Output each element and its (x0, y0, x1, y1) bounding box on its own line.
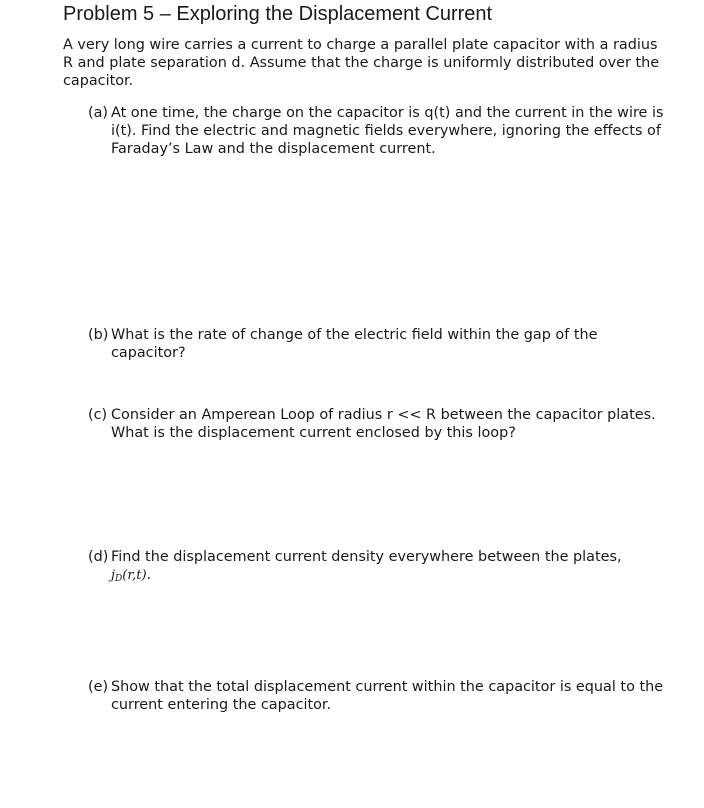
part-letter: (c) (88, 407, 108, 423)
problem-intro (63, 36, 689, 90)
problem-title: Problem 5 – Exploring the Displacement Current (63, 3, 493, 25)
part-body (111, 548, 688, 588)
intro-line: R and plate separation d. Assume that the charge is uniformly distributed over the (63, 55, 660, 71)
part-letter: (a) (88, 105, 109, 121)
part-line: capacitor? (111, 345, 186, 361)
part-c (88, 406, 688, 442)
math-args: (r,t) (122, 568, 147, 583)
part-line: current entering the capacitor. (111, 697, 332, 713)
part-line: What is the displacement current enclosed by this loop? (111, 425, 516, 441)
part-line: Find the displacement current density everywhere between the plates, (111, 549, 622, 565)
math-symbol: j (111, 568, 116, 583)
part-line: i(t). Find the electric and magnetic fields everywhere, ignoring the effects of (111, 123, 661, 139)
part-body (111, 406, 688, 442)
part-a (88, 104, 688, 158)
part-letter: (d) (88, 549, 109, 565)
part-body (111, 678, 688, 714)
part-d (88, 548, 688, 588)
math-expression (111, 566, 688, 588)
part-line: What is the rate of change of the electric field within the gap of the (111, 327, 598, 343)
part-letter: (e) (88, 679, 109, 695)
part-line: Consider an Amperean Loop of radius r << R between the capacitor plates. (111, 407, 656, 423)
part-line: Faraday’s Law and the displacement current. (111, 141, 436, 157)
part-e (88, 678, 688, 714)
intro-line: A very long wire carries a current to charge a parallel plate capacitor with a radius (63, 37, 658, 53)
math-trailing: . (146, 567, 152, 583)
part-line: Show that the total displacement current within the capacitor is equal to the (111, 679, 664, 695)
part-body (111, 326, 688, 362)
part-letter: (b) (88, 327, 109, 343)
part-body (111, 104, 688, 158)
math-subscript: D (115, 574, 123, 584)
intro-line: capacitor. (63, 73, 134, 89)
part-b (88, 326, 688, 362)
part-line: At one time, the charge on the capacitor is q(t) and the current in the wire is (111, 105, 664, 121)
